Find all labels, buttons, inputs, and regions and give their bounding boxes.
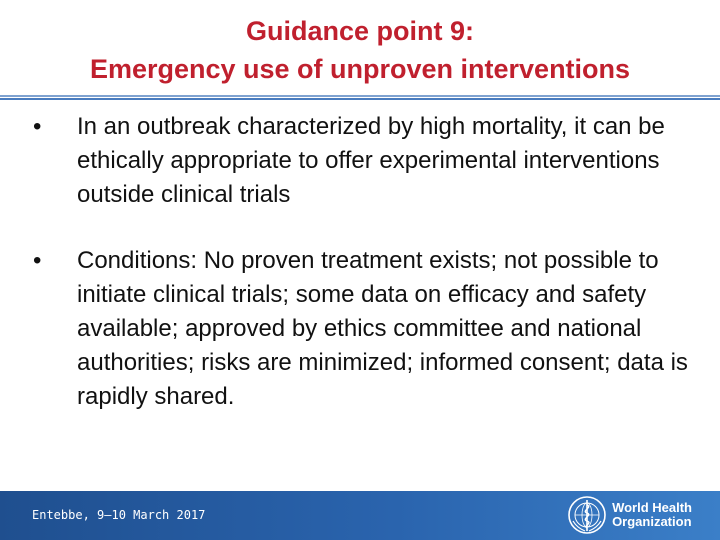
who-logo [567, 495, 692, 535]
bullet-item [30, 244, 690, 414]
bullet-list [30, 110, 690, 414]
bullet-item [30, 110, 690, 212]
bullet-text: In an outbreak characterized by high mortality, it can be ethically appropriate to offer experimental interventions outside clinical trials [77, 113, 665, 208]
who-emblem-icon [567, 495, 607, 535]
title-line-1: Guidance point 9: [245, 16, 474, 46]
bullet-marker: • [33, 247, 42, 274]
slide-title [0, 12, 720, 88]
footer-location-date: Entebbe, 9–10 March 2017 [32, 508, 206, 522]
bullet-marker: • [33, 113, 42, 140]
title-divider [0, 95, 720, 100]
footer-bar [0, 491, 720, 540]
bullet-text: Conditions: No proven treatment exists; not possible to initiate clinical trials; some data on efficacy and safety available; approved by ethics committee and national authorities; risks are minimized; informed consent; data is rapidly shared. [77, 247, 688, 410]
who-wordmark-line-2: Organization [612, 514, 692, 529]
who-wordmark-line-1: World Health [612, 500, 692, 515]
who-wordmark [612, 501, 692, 529]
title-line-2: Emergency use of unproven interventions [89, 54, 631, 84]
